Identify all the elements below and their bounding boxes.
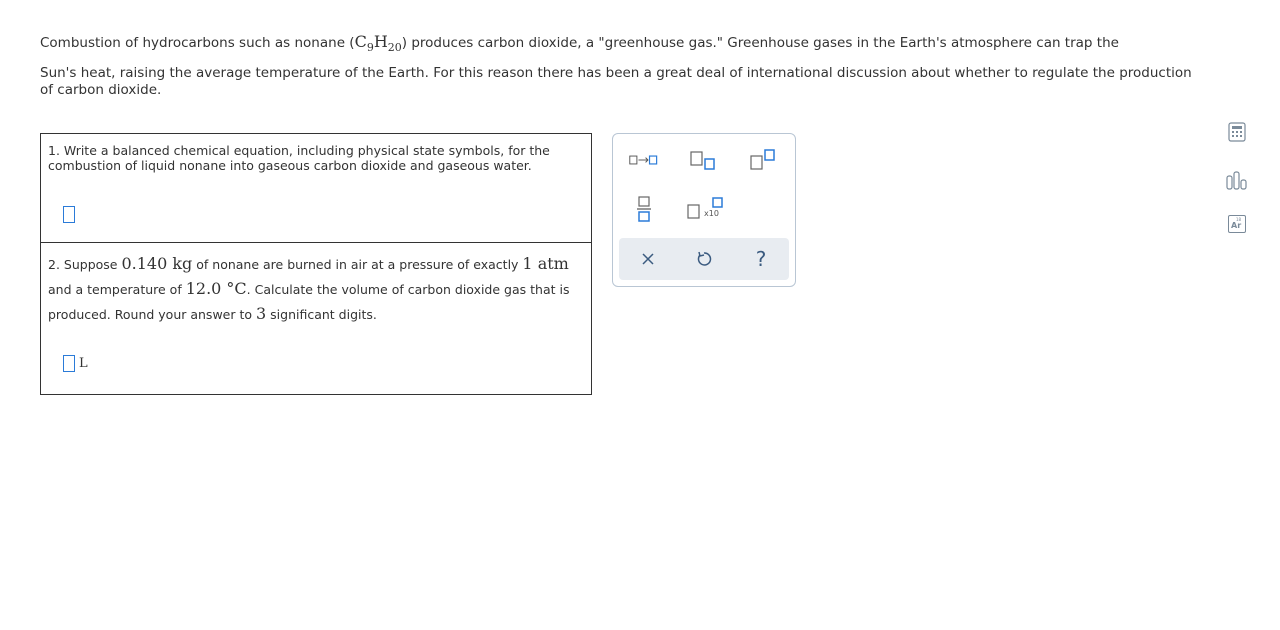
periodic-table-button[interactable] <box>1224 211 1250 237</box>
help-button[interactable]: ? <box>755 247 767 271</box>
question-panel <box>40 133 592 395</box>
q2-sigfigs: 3 <box>256 304 267 323</box>
intro-text-before: Combustion of hydrocarbons such as nonane ( <box>40 35 355 51</box>
data-chart-button[interactable] <box>1224 167 1250 193</box>
subscript-icon <box>688 150 718 170</box>
formula-c: C <box>354 32 367 51</box>
undo-icon <box>696 251 712 267</box>
subscript-button[interactable] <box>688 147 718 173</box>
nonane-formula <box>354 32 402 55</box>
fraction-icon <box>634 195 654 223</box>
periodic-symbol: Ar <box>1231 221 1242 230</box>
volume-answer-row <box>63 355 88 372</box>
q2-part-5: significant digits. <box>266 307 377 322</box>
intro-text-after: ) produces carbon dioxide, a "greenhouse gas." Greenhouse gases in the Earth's atmosphere can trap the <box>401 35 1119 51</box>
scientific-notation-button[interactable] <box>685 196 725 222</box>
intro-line-1 <box>40 33 1200 56</box>
bar-chart-icon <box>1225 170 1249 190</box>
math-toolbar <box>612 133 796 287</box>
intro-line-2: Sun's heat, raising the average temperature of the Earth. For this reason there has been a great deal of international discussion about whether to regulate the production of carbon dioxide. <box>40 65 1192 99</box>
volume-unit-label: L <box>79 356 88 371</box>
q2-part-3: and a temperature of <box>48 282 186 297</box>
calculator-icon <box>1228 122 1246 142</box>
clear-button[interactable] <box>634 246 662 272</box>
reaction-arrow-icon <box>629 153 659 167</box>
question-1-text: 1. Write a balanced chemical equation, including physical state symbols, for the combustion of liquid nonane into gaseous carbon dioxide and gaseous water. <box>48 143 550 173</box>
undo-button[interactable] <box>690 246 718 272</box>
q2-part-4: . Calculate the volume of carbon dioxide gas that is produced. Round your answer to <box>48 282 570 322</box>
q2-mass: 0.140 kg <box>121 254 193 273</box>
periodic-table-icon <box>1228 215 1246 233</box>
x10-label: x10 <box>704 209 719 218</box>
formula-c-sub: 9 <box>366 41 374 55</box>
formula-h: H <box>373 32 388 51</box>
question-2 <box>41 243 591 393</box>
question-2-text <box>48 252 578 327</box>
q2-part-1: 2. Suppose <box>48 257 122 272</box>
q2-part-2: of nonane are burned in air at a pressure of exactly <box>192 257 523 272</box>
q2-temperature: 12.0 °C <box>185 279 247 298</box>
q2-pressure: 1 atm <box>522 254 569 273</box>
volume-answer-input[interactable] <box>63 355 75 372</box>
close-icon <box>641 252 655 266</box>
question-1 <box>41 134 591 243</box>
equation-answer-input[interactable] <box>63 206 75 223</box>
action-bar <box>619 238 789 280</box>
fraction-button[interactable] <box>629 196 659 222</box>
superscript-icon <box>748 149 778 171</box>
superscript-button[interactable] <box>748 147 778 173</box>
reaction-arrow-button[interactable] <box>629 147 659 173</box>
calculator-button[interactable] <box>1224 119 1250 145</box>
periodic-number: 18 <box>1236 217 1242 222</box>
formula-h-sub: 20 <box>387 41 402 55</box>
problem-intro <box>40 33 1200 99</box>
